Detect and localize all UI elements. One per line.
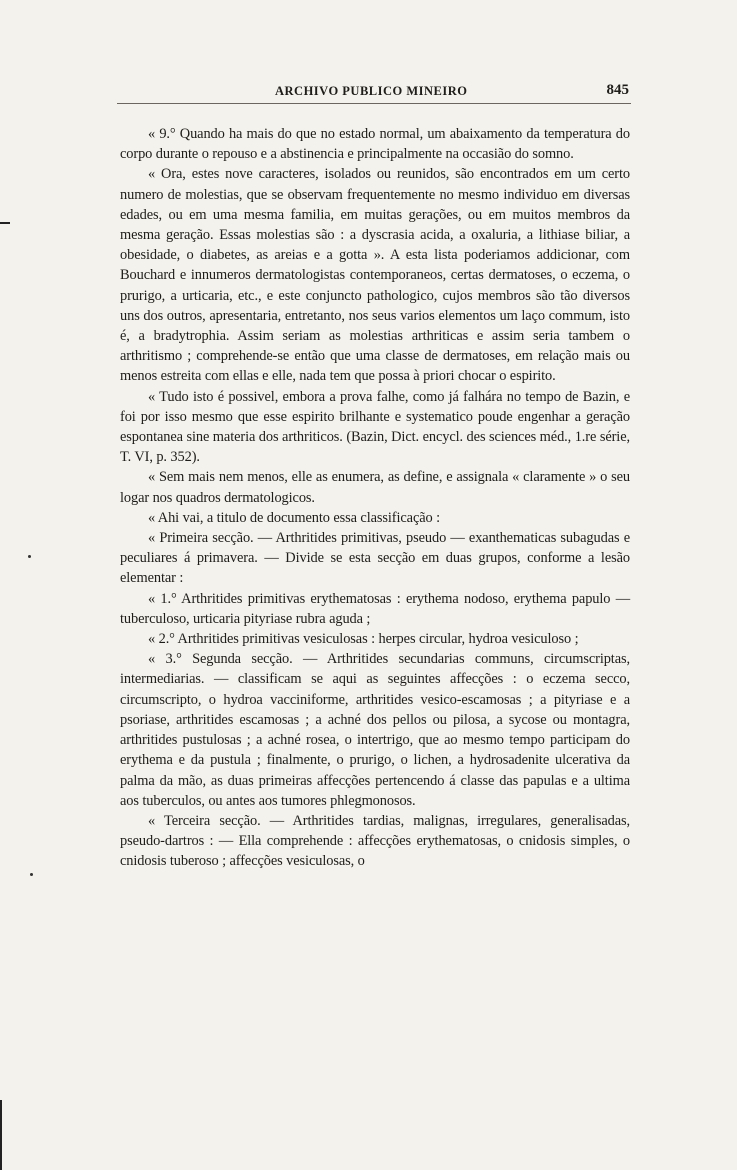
page-edge (0, 1100, 2, 1170)
page-number: 845 (606, 82, 629, 98)
paragraph: « Sem mais nem menos, elle as enumera, as define, e assignala « claramente » o seu logar nos quadros dermatologicos. (120, 469, 630, 506)
paragraph: « 9.° Quando ha mais do que no estado normal, um abaixamento da temperatura do corpo durante o repouso e a abstinencia e principalmente na occasião do somno. (120, 126, 630, 163)
paragraph: « Ahi vai, a titulo de documento essa classificação : (148, 509, 441, 526)
paragraph: « Terceira secção. — Arthritides tardias, malignas, irregulares, generalisadas, pseudo-dartros : — Ella comprehende : affecções erythematosas, o cnidosis simples, o cnidosis tuberoso ; affecções vesiculosas, o (120, 812, 630, 870)
paragraph: « Tudo isto é possivel, embora a prova falhe, como já falhára no tempo de Bazin, e foi por isso mesmo que esse espirito brilhante e systematico poude engenhar a geração espontanea sine materia dos arthriticos. (Bazin, Dict. encycl. des sciences méd., 1.re série, T. VI, p. 352). (120, 388, 630, 466)
running-title: ARCHIVO PUBLICO MINEIRO (275, 84, 468, 98)
paragraph: « 2.° Arthritides primitivas vesiculosas : herpes circular, hydroa vesiculoso ; (148, 631, 579, 648)
paragraph: « 3.° Segunda secção. — Arthritides secundarias communs, circumscriptas, intermediarias. — classificam se aqui as seguintes affecções : o eczema secco, circumscripto, o hydroa vacciniforme, arthritides vesico-escamosas ; a pityriase e a psoriase, arthritides escamosas ; a achné dos pellos ou pilosa, a sycose ou montagra, arthritides pustulosas ; a achné rosea, o intertrigo, que ao mesmo tempo participam do erythema e da pustula ; finalmente, o prurigo, o lichen, a hydrosadenite ulcerativa da palma da mão, as duas primeiras affecções pertencendo á classe das papulas e a ultima aos tuberculos, ou antes aos tumores phlegmonosos. (120, 651, 630, 809)
header-rule (117, 103, 631, 104)
margin-dot (28, 555, 31, 558)
page-header (115, 82, 635, 104)
margin-mark (0, 222, 10, 224)
body-text (120, 124, 630, 872)
paragraph: « Ora, estes nove caracteres, isolados ou reunidos, são encontrados em um certo numero de molestias, que se observam frequentemente no mesmo individuo em diversas edades, ou em uma mesma familia, em muitas gerações, ou em muitos membros da mesma geração. Essas molestias são : a dyscrasia acida, a oxaluria, a lithiase biliar, a obesidade, o diabetes, as areias e a gotta ». A esta lista poderiamos addicionar, com Bouchard e innumeros dermatologistas contemporaneos, certas dermatoses, o eczema, o prurigo, a urticaria, etc., e este conjuncto pathologico, cujos membros são tão diversos uns dos outros, apresentaria, entretanto, nos seus varios elementos um laço commum, isto é, a bradytrophia. Assim seriam as molestias arthriticas e assim seria tambem o arthritismo ; comprehende-se então que uma classe de dermatoses, em relação mais ou menos estreita com ellas e elle, nada tem que possa à priori chocar o espirito. (120, 166, 630, 385)
paragraph: « Primeira secção. — Arthritides primitivas, pseudo — exanthematicas subagudas e peculiares á primavera. — Divide se esta secção em duas grupos, conforme a lesão elementar : (120, 530, 630, 587)
paragraph: « 1.° Arthritides primitivas erythematosas : erythema nodoso, erythema papulo — tuberculoso, urticaria pityriase rubra aguda ; (120, 590, 630, 627)
margin-dot (30, 873, 33, 876)
